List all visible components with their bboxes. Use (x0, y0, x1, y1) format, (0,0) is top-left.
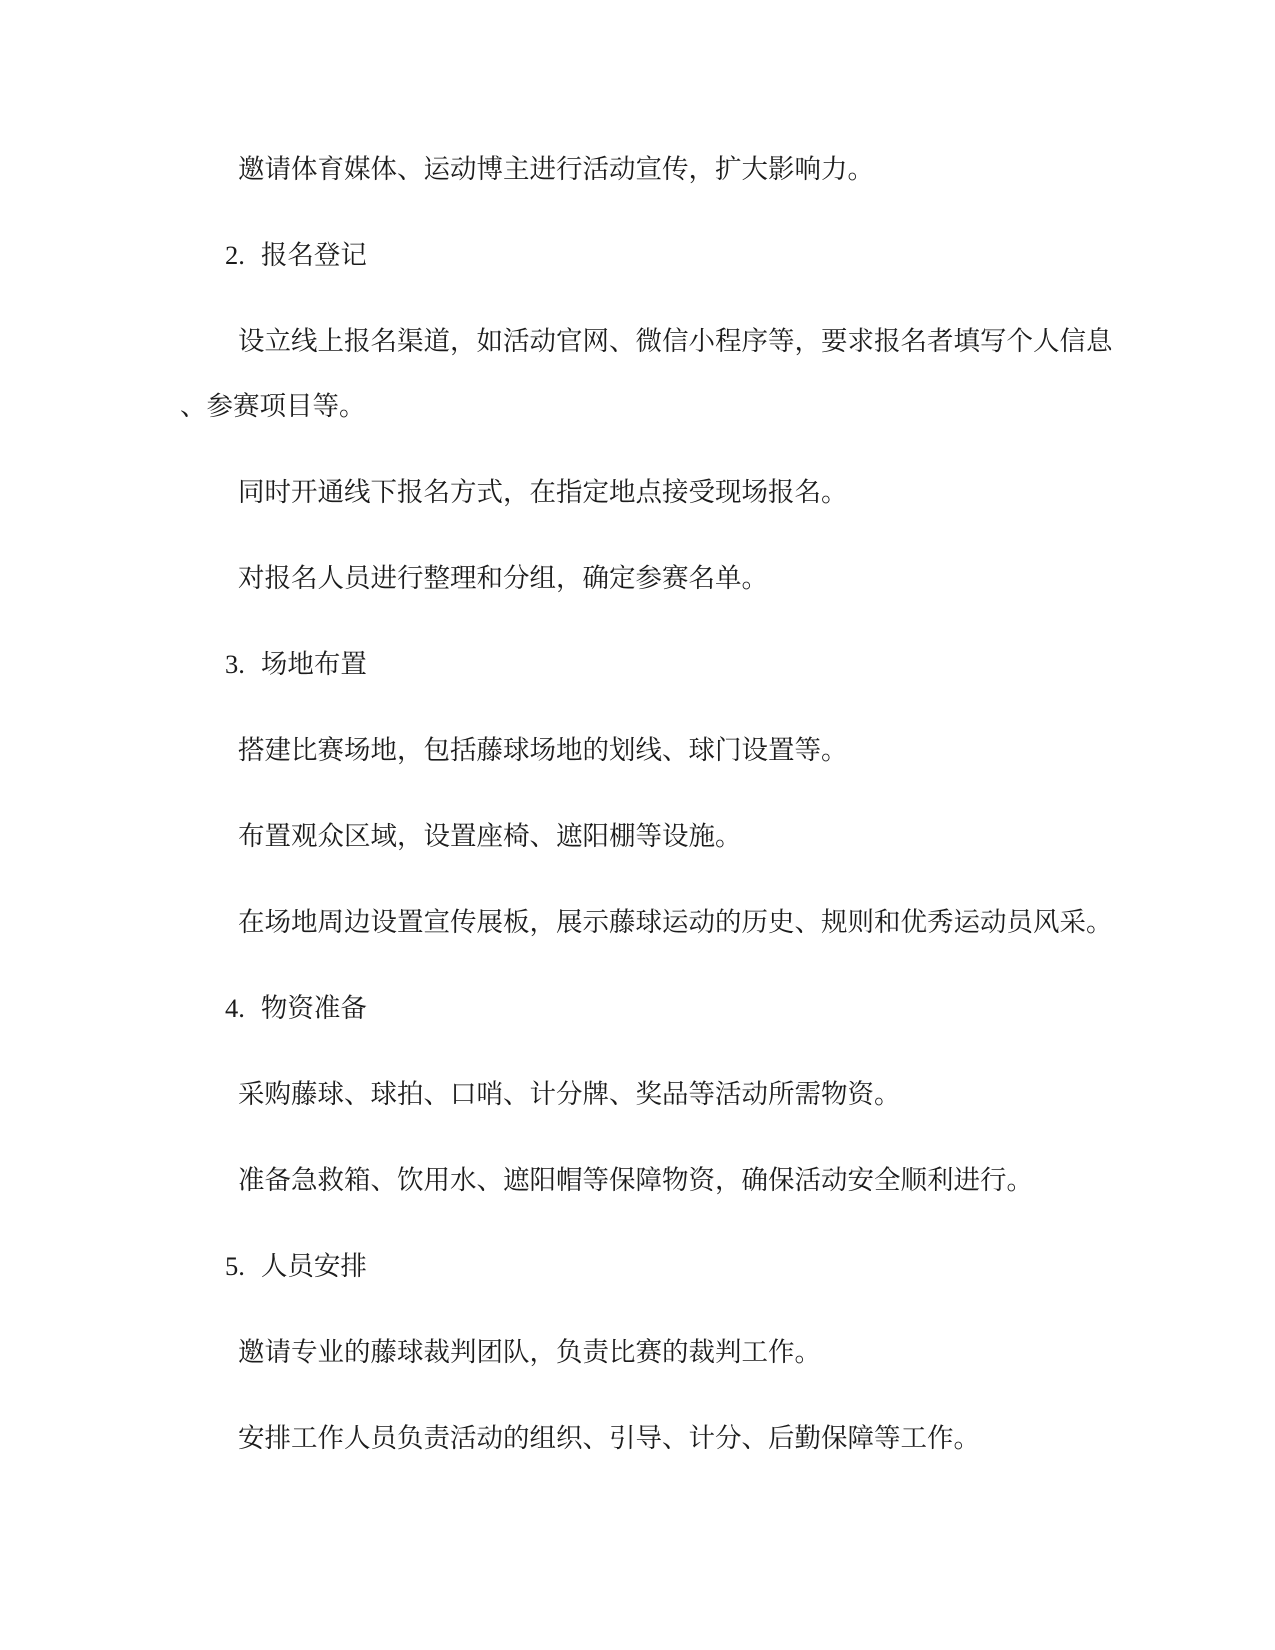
paragraph-line-first: 对报名人员进行整理和分组，确定参赛名单。 (238, 563, 768, 593)
heading-line (180, 223, 1095, 288)
body-paragraph (180, 718, 1095, 783)
heading-title: 人员安排 (260, 1251, 367, 1281)
body-paragraph (180, 1320, 1095, 1385)
body-paragraph (180, 1406, 1095, 1471)
body-paragraph (180, 890, 1113, 955)
heading-number: 2. (225, 240, 245, 270)
paragraph-line-first: 布置观众区域，设置座椅、遮阳棚等设施。 (238, 821, 742, 851)
body-paragraph (180, 137, 1095, 202)
paragraph-line-first: 准备急救箱、饮用水、遮阳帽等保障物资，确保活动安全顺利进行。 (238, 1165, 1033, 1195)
document-body (180, 137, 1113, 1492)
numbered-heading (180, 976, 1095, 1041)
paragraph-line-first: 在场地周边设置宣传展板，展示藤球运动的历史、规则和优秀运动员风采。 (238, 907, 1113, 937)
paragraph-line-first: 采购藤球、球拍、口哨、计分牌、奖品等活动所需物资。 (238, 1079, 901, 1109)
heading-title: 报名登记 (260, 240, 367, 270)
body-paragraph (180, 546, 1095, 611)
paragraph-line-first: 同时开通线下报名方式，在指定地点接受现场报名。 (238, 477, 848, 507)
numbered-heading (180, 223, 1095, 288)
paragraph-line-continuation: 、参赛项目等。 (180, 391, 366, 421)
paragraph-line-first: 邀请专业的藤球裁判团队，负责比赛的裁判工作。 (238, 1337, 821, 1367)
heading-number: 3. (225, 649, 245, 679)
body-paragraph (180, 804, 1095, 869)
body-paragraph (180, 1148, 1095, 1213)
body-paragraph (180, 460, 1095, 525)
heading-number: 5. (225, 1251, 245, 1281)
heading-line (180, 1234, 1095, 1299)
paragraph-line-first: 安排工作人员负责活动的组织、引导、计分、后勤保障等工作。 (238, 1423, 980, 1453)
heading-title: 物资准备 (260, 993, 367, 1023)
heading-line (180, 632, 1095, 697)
heading-title: 场地布置 (260, 649, 367, 679)
heading-line (180, 976, 1095, 1041)
body-paragraph (180, 309, 1113, 439)
numbered-heading (180, 632, 1095, 697)
paragraph-line-first: 搭建比赛场地，包括藤球场地的划线、球门设置等。 (238, 735, 848, 765)
paragraph-line-first: 设立线上报名渠道，如活动官网、微信小程序等，要求报名者填写个人信息 (238, 326, 1113, 356)
numbered-heading (180, 1234, 1095, 1299)
heading-number: 4. (225, 993, 245, 1023)
body-paragraph (180, 1062, 1095, 1127)
paragraph-line-first: 邀请体育媒体、运动博主进行活动宣传，扩大影响力。 (238, 154, 874, 184)
